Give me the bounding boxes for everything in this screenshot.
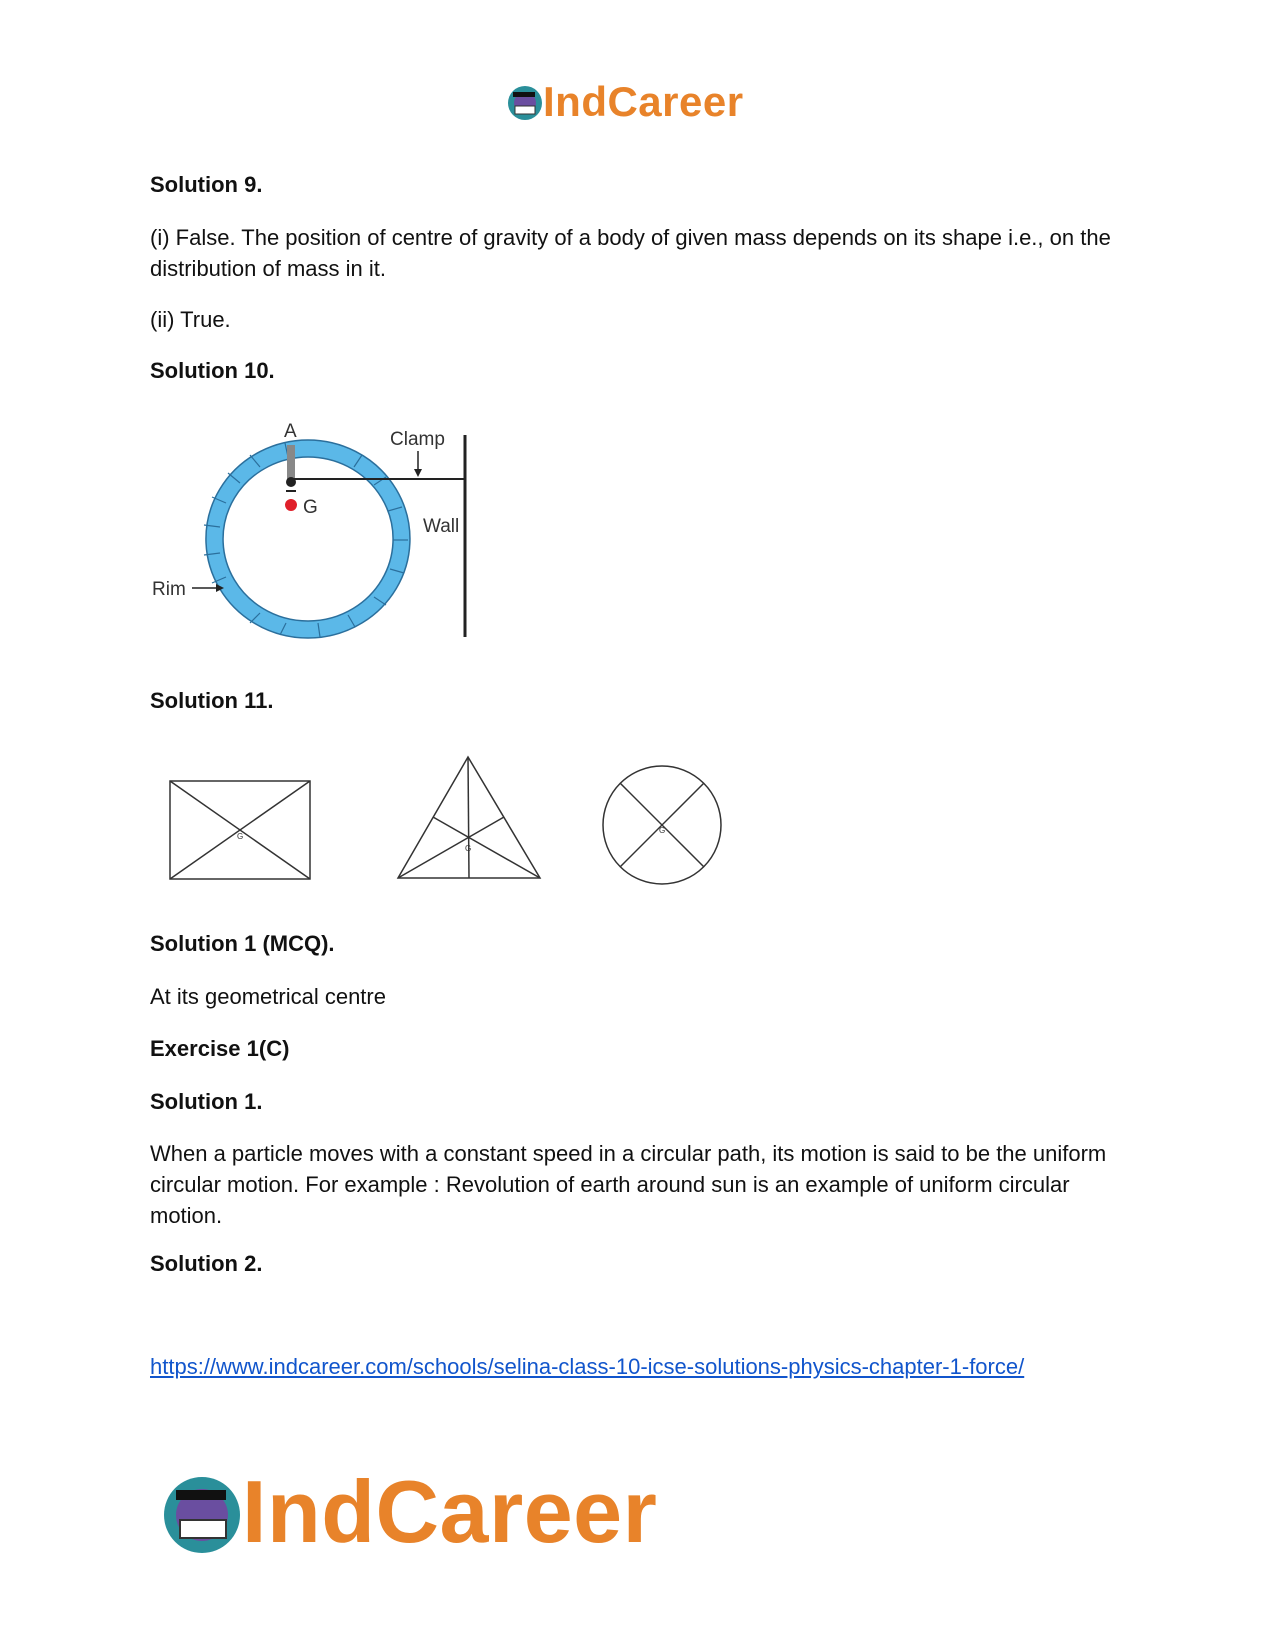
exercise-solution-1-text: When a particle moves with a constant speed in a circular path, its motion is said to be the uniform circular motion. For example : Revolution of earth around sun is an example of uniform circular motion.: [150, 1141, 1107, 1228]
header-logo: [505, 78, 775, 128]
footer-source-link[interactable]: https://www.indcareer.com/schools/selina-class-10-icse-solutions-physics-chapter-1-force/: [150, 1354, 1025, 1379]
centre-of-gravity-dot: [285, 499, 297, 511]
circle-g-label: G: [659, 826, 666, 835]
label-rim: Rim: [152, 579, 186, 600]
label-clamp: Clamp: [390, 429, 445, 450]
triangle-g-label: G: [465, 844, 472, 853]
label-a: A: [284, 421, 297, 442]
header-logo-text: IndCareer: [543, 78, 744, 125]
solution-11-heading: Solution 11.: [150, 688, 274, 713]
solution-10-heading: Solution 10.: [150, 358, 275, 383]
rim-ring: [206, 440, 410, 638]
solution-10-ring-diagram: [150, 415, 500, 675]
footer-logo-globe-icon: [160, 1470, 250, 1560]
exercise-heading: Exercise 1(C): [150, 1036, 290, 1061]
solution-9-part-ii: (ii) True.: [150, 307, 231, 332]
label-g: G: [303, 497, 318, 518]
solution-9-heading: Solution 9.: [150, 172, 263, 197]
rectangle-g-label: G: [237, 832, 244, 841]
mcq-answer: At its geometrical centre: [150, 984, 386, 1009]
solution-9-part-i: (i) False. The position of centre of gravity of a body of given mass depends on its shape i.e., on the distribution of mass in it.: [150, 225, 1111, 281]
solution-11-shapes-diagram: [150, 745, 750, 895]
exercise-solution-1-heading: Solution 1.: [150, 1089, 263, 1114]
footer-logo-text: IndCareer: [242, 1462, 658, 1561]
footer-logo: [160, 1462, 700, 1561]
label-wall: Wall: [423, 516, 460, 537]
exercise-solution-2-heading: Solution 2.: [150, 1251, 263, 1276]
mcq-solution-heading: Solution 1 (MCQ).: [150, 931, 335, 956]
